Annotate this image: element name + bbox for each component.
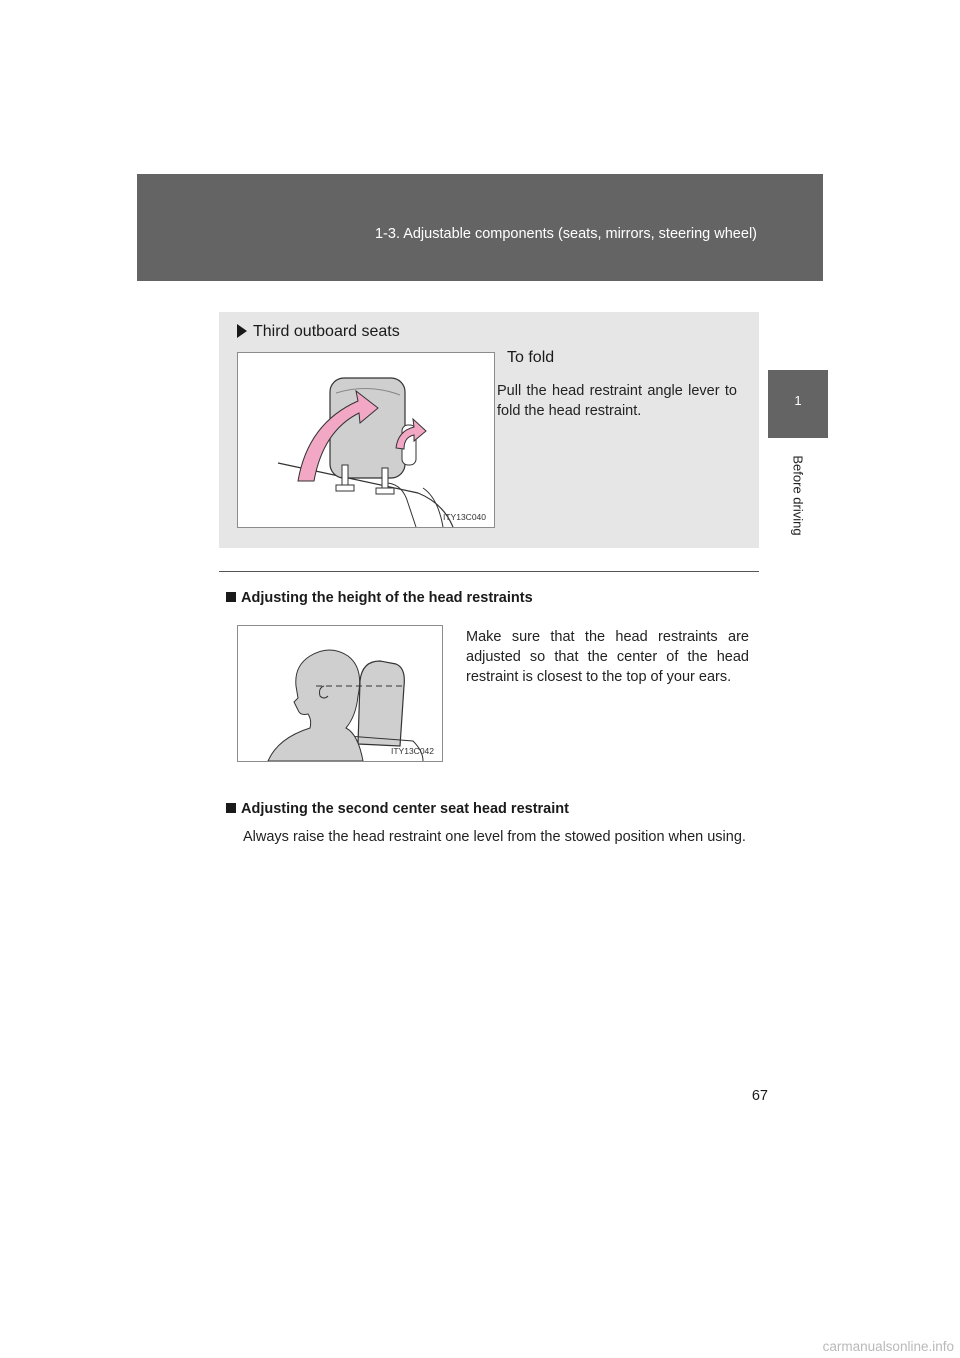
square-bullet-icon-2 [226,803,236,813]
third-outboard-heading: Third outboard seats [237,323,400,341]
chapter-label: Before driving [790,455,806,536]
height-figure [237,625,443,762]
section-divider [219,571,759,572]
section-title: 1-3. Adjustable components (seats, mirrors, steering wheel) [374,226,757,242]
height-text: Make sure that the head restraints are adjusted so that the center of the head restraint is closest to the top of your ears. [466,629,749,685]
center-text: Always raise the head restraint one level from the stowed position when using. [243,829,746,845]
center-heading: Adjusting the second center seat head restraint [226,801,569,817]
chapter-number: 1 [794,393,802,408]
to-fold-heading: To fold [507,349,555,366]
figure-code: ITY13C040 [443,512,486,522]
triangle-bullet-icon [237,324,247,338]
watermark: carmanualsonline.info [760,1336,960,1358]
head-height-illustration [238,626,442,761]
header-band [137,174,823,281]
square-bullet-icon [226,592,236,602]
height-heading: Adjusting the height of the head restraints [226,590,533,606]
figure-code-2: ITY13C042 [391,746,434,756]
third-outboard-box [219,312,759,548]
head-restraint-fold-illustration [238,353,494,527]
page-number: 67 [751,1088,768,1104]
chapter-tab[interactable] [768,370,828,438]
fold-instructions: Pull the head restraint angle lever to fold the head restraint. [497,383,737,419]
fold-figure [237,352,495,528]
